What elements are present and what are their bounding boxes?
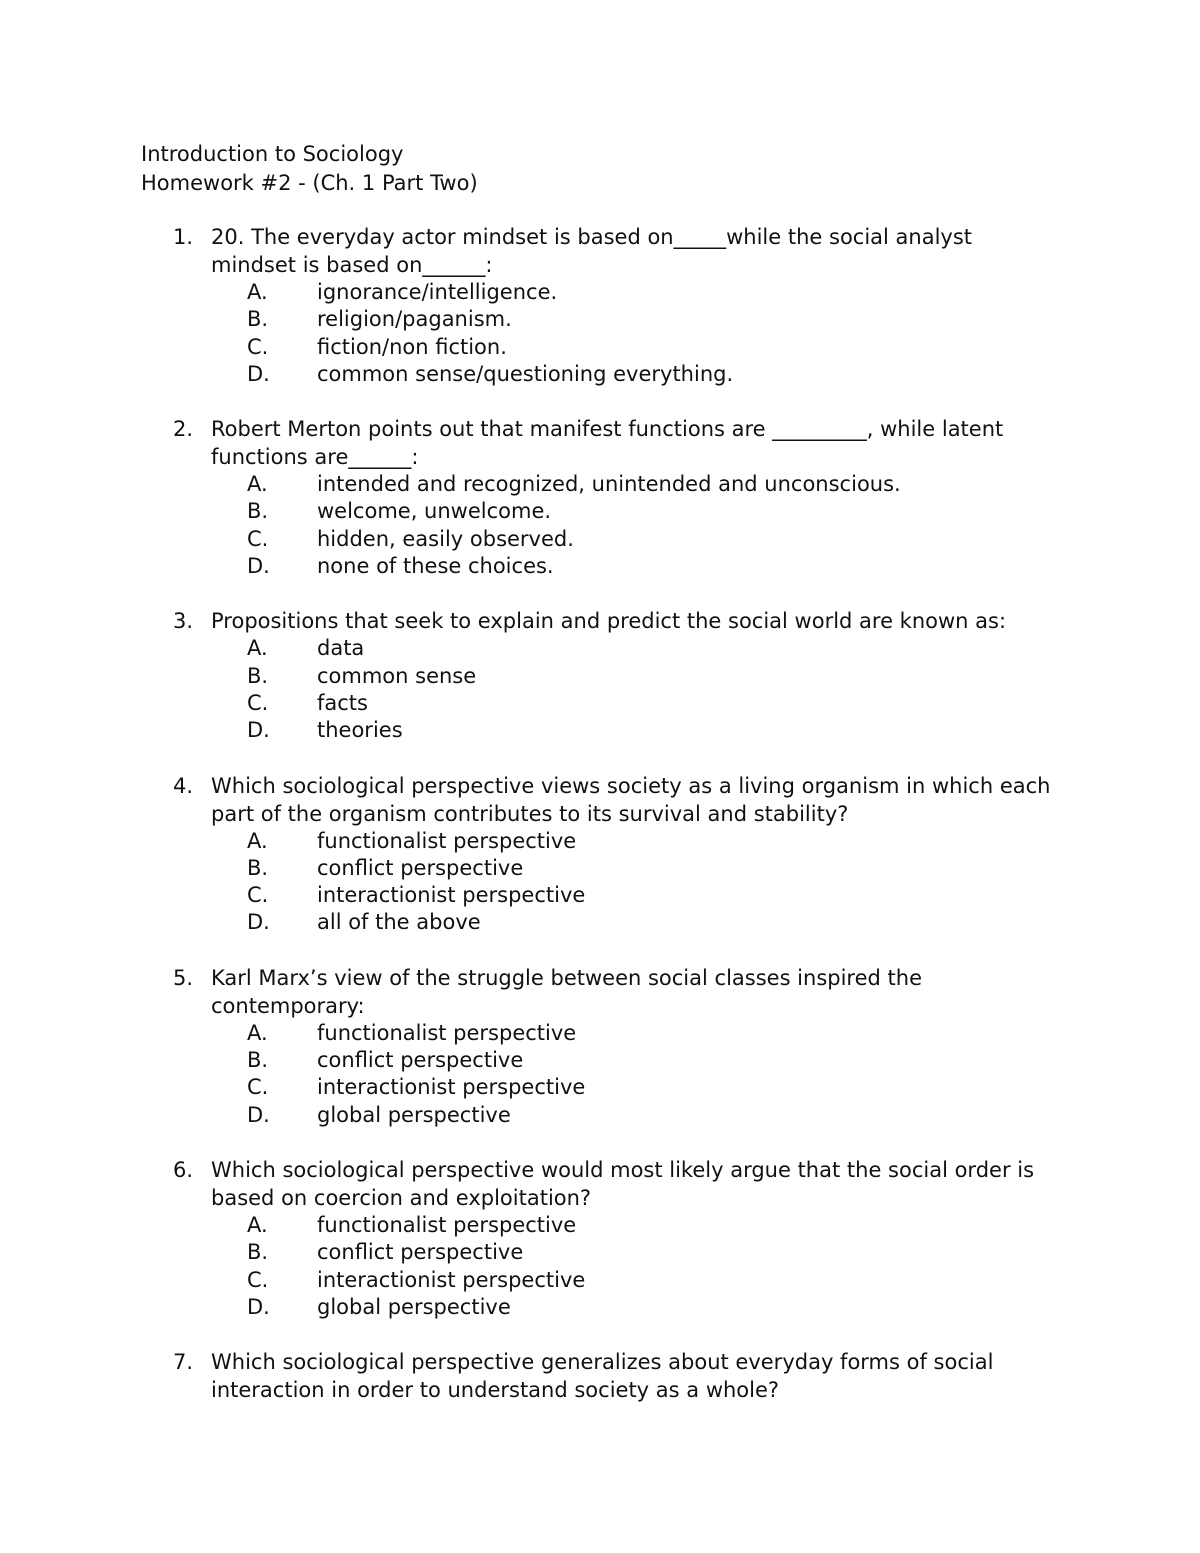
option-text: common sense bbox=[317, 663, 477, 688]
question-number: 7. bbox=[173, 1350, 194, 1375]
option-text: religion/paganism. bbox=[317, 307, 512, 332]
answer-option bbox=[247, 909, 1200, 936]
answer-option bbox=[247, 1047, 1200, 1074]
option-letter: C. bbox=[247, 1075, 269, 1100]
option-text: functionalist perspective bbox=[317, 828, 577, 853]
question-number: 4. bbox=[173, 773, 194, 798]
option-text: facts bbox=[317, 690, 368, 715]
option-letter: A. bbox=[247, 280, 268, 304]
option-letter: B. bbox=[247, 855, 269, 880]
answer-options bbox=[247, 635, 1200, 744]
question-item bbox=[0, 772, 1200, 937]
question-text: Robert Merton points out that manifest functions are _________, while latent functions are______: bbox=[211, 417, 1004, 470]
option-letter: A. bbox=[247, 828, 268, 853]
option-text: global perspective bbox=[317, 1294, 511, 1319]
answer-option bbox=[247, 526, 1200, 553]
answer-option bbox=[247, 279, 1200, 306]
option-text: interactionist perspective bbox=[317, 1075, 586, 1100]
option-text: conflict perspective bbox=[317, 1048, 524, 1073]
option-letter: A. bbox=[247, 636, 268, 661]
option-letter: C. bbox=[247, 883, 269, 908]
question-item bbox=[0, 1156, 1200, 1321]
option-letter: B. bbox=[247, 307, 269, 332]
answer-option bbox=[247, 553, 1200, 580]
answer-option bbox=[247, 1239, 1200, 1266]
answer-option bbox=[247, 1020, 1200, 1047]
answer-option bbox=[247, 635, 1200, 662]
option-letter: D. bbox=[247, 910, 270, 935]
answer-option bbox=[247, 334, 1200, 361]
option-text: conflict perspective bbox=[317, 1240, 524, 1265]
answer-option bbox=[247, 828, 1200, 855]
answer-option bbox=[247, 1102, 1200, 1129]
option-letter: A. bbox=[247, 1020, 268, 1045]
option-text: functionalist perspective bbox=[317, 1020, 577, 1045]
assignment-title: Homework #2 - (Ch. 1 Part Two) bbox=[141, 171, 478, 195]
answer-option bbox=[247, 882, 1200, 909]
answer-option bbox=[247, 1074, 1200, 1101]
option-letter: B. bbox=[247, 499, 269, 524]
option-letter: C. bbox=[247, 334, 269, 359]
question-item bbox=[0, 964, 1200, 1129]
option-text: theories bbox=[317, 718, 403, 743]
option-letter: D. bbox=[247, 361, 270, 386]
answer-option bbox=[247, 663, 1200, 690]
option-letter: A. bbox=[247, 472, 268, 497]
question-text: Karl Marx’s view of the struggle between social classes inspired the contemporary: bbox=[211, 965, 922, 1018]
document-header bbox=[141, 140, 478, 198]
answer-option bbox=[247, 471, 1200, 498]
option-text: all of the above bbox=[317, 910, 481, 935]
option-letter: D. bbox=[247, 1102, 270, 1127]
question-number: 2. bbox=[173, 417, 194, 442]
option-text: interactionist perspective bbox=[317, 883, 586, 908]
answer-options bbox=[247, 471, 1200, 580]
option-text: data bbox=[317, 636, 365, 661]
question-number: 5. bbox=[173, 965, 194, 990]
question-text: Which sociological perspective views society as a living organism in which each part of the organism contributes to its survival and stability? bbox=[211, 773, 1051, 826]
answer-option bbox=[247, 1267, 1200, 1294]
option-letter: B. bbox=[247, 663, 269, 688]
answer-option bbox=[247, 690, 1200, 717]
question-number: 6. bbox=[173, 1157, 194, 1182]
question-item bbox=[0, 1348, 1200, 1404]
option-letter: D. bbox=[247, 554, 270, 579]
option-letter: D. bbox=[247, 718, 270, 743]
option-letter: C. bbox=[247, 690, 269, 715]
answer-option bbox=[247, 1294, 1200, 1321]
option-text: fiction/non fiction. bbox=[317, 334, 507, 359]
answer-option bbox=[247, 498, 1200, 525]
answer-options bbox=[247, 1212, 1200, 1321]
question-text: Which sociological perspective would most likely argue that the social order is based on coercion and exploitation? bbox=[211, 1157, 1035, 1210]
question-item bbox=[0, 607, 1200, 744]
option-text: global perspective bbox=[317, 1102, 511, 1127]
course-title: Introduction to Sociology bbox=[141, 142, 404, 166]
option-text: interactionist perspective bbox=[317, 1267, 586, 1292]
option-letter: C. bbox=[247, 526, 269, 551]
option-letter: B. bbox=[247, 1048, 269, 1073]
question-text: Propositions that seek to explain and predict the social world are known as: bbox=[211, 609, 1007, 634]
option-text: welcome, unwelcome. bbox=[317, 499, 552, 524]
option-letter: B. bbox=[247, 1240, 269, 1265]
answer-option bbox=[247, 361, 1200, 388]
question-item bbox=[0, 415, 1200, 580]
option-text: functionalist perspective bbox=[317, 1212, 577, 1237]
option-text: common sense/questioning everything. bbox=[317, 361, 734, 386]
question-item bbox=[0, 223, 1200, 388]
option-letter: D. bbox=[247, 1294, 270, 1319]
answer-option bbox=[247, 855, 1200, 882]
question-number: 3. bbox=[173, 609, 194, 634]
answer-options bbox=[247, 1020, 1200, 1129]
question-text: Which sociological perspective generalizes about everyday forms of social interaction in order to understand society as a whole? bbox=[211, 1350, 994, 1403]
option-text: conflict perspective bbox=[317, 855, 524, 880]
option-letter: A. bbox=[247, 1212, 268, 1237]
option-text: intended and recognized, unintended and unconscious. bbox=[317, 472, 901, 497]
option-text: hidden, easily observed. bbox=[317, 526, 574, 551]
option-letter: C. bbox=[247, 1267, 269, 1292]
option-text: none of these choices. bbox=[317, 554, 554, 579]
question-list bbox=[0, 223, 1200, 1431]
answer-option bbox=[247, 717, 1200, 744]
option-text: ignorance/intelligence. bbox=[317, 280, 558, 304]
answer-options bbox=[247, 279, 1200, 388]
answer-option bbox=[247, 1212, 1200, 1239]
question-number: 1. bbox=[173, 225, 194, 249]
question-text: 20. The everyday actor mindset is based on_____while the social analyst mindset is based on______: bbox=[211, 225, 973, 277]
answer-option bbox=[247, 306, 1200, 333]
answer-options bbox=[247, 828, 1200, 937]
